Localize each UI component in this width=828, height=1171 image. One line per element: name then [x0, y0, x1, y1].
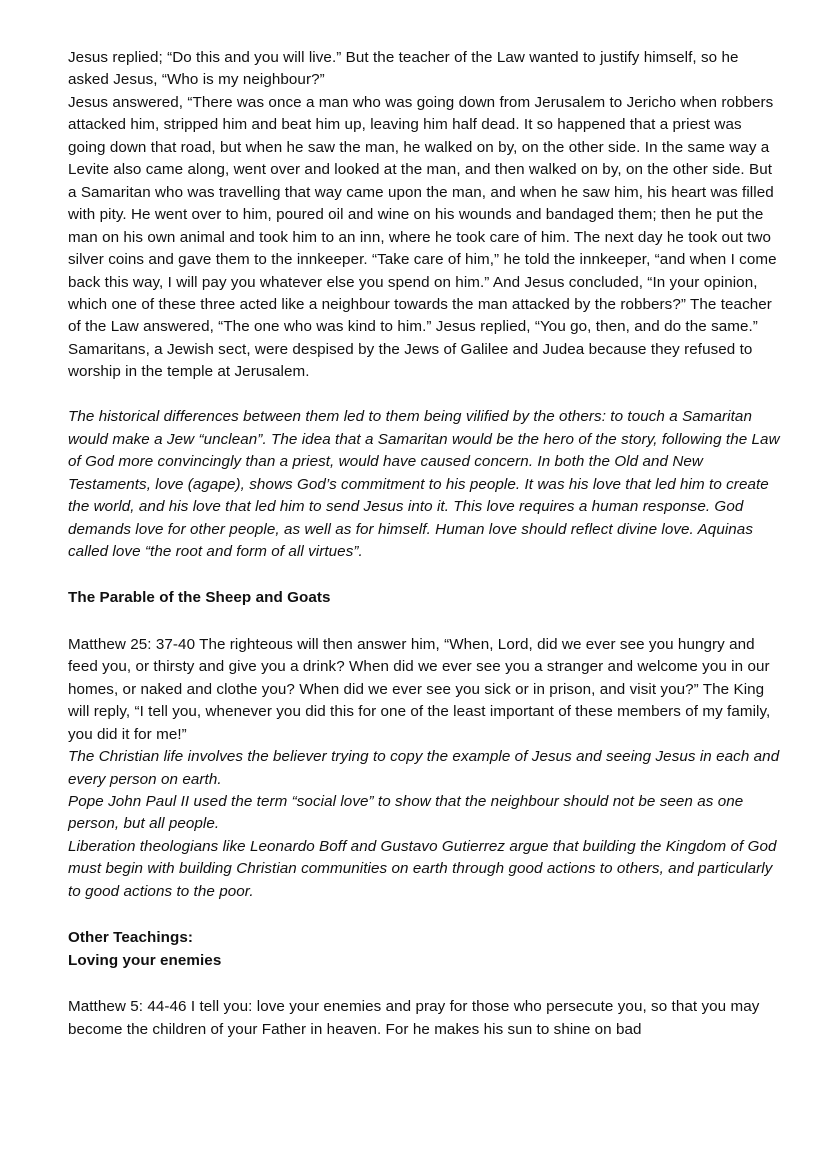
- paragraph-historical-commentary: The historical differences between them led to them being vilified by the others: to touch a Samaritan would make a Jew “unclean”. The idea that a Samaritan would be the hero of the story, following the Law of God more convincingly than a priest, would have caused concern. In both the Old and New Testaments, love (agape), shows God’s commitment to his people. It was his love that led him to create the world, and his love that led him to send Jesus into it. This love requires a human response. God demands love for other people, as well as for himself. Human love should reflect divine love. Aquinas called love “the root and form of all virtues”.: [68, 408, 780, 560]
- paragraph-liberation-theologians: Liberation theologians like Leonardo Boff and Gustavo Gutierrez argue that building the Kingdom of God must begin with building Christian communities on earth through good actions to others, and particularly to good actions to the poor.: [68, 837, 777, 900]
- heading-other-teachings: Other Teachings:: [68, 929, 193, 947]
- paragraph-jesus-replied: Jesus replied; “Do this and you will live.” But the teacher of the Law wanted to justify himself, so he asked Jesus, “Who is my neighbour?”: [68, 49, 739, 89]
- spacer-after-sheep-goats-heading: [68, 610, 780, 634]
- spacer-before-other-teachings-heading: [68, 903, 780, 927]
- document-text-body: [68, 47, 780, 1041]
- spacer-before-sheep-goats-heading: [68, 563, 780, 587]
- paragraph-samaritans-note: Samaritans, a Jewish sect, were despised by the Jews of Galilee and Judea because they refused to worship in the temple at Jerusalem.: [68, 340, 753, 381]
- paragraph-matthew-5: Matthew 5: 44-46 I tell you: love your enemies and pray for those who persecute you, so that you may become the children of your Father in heaven. For he makes his sun to shine on bad: [68, 998, 760, 1038]
- paragraph-good-samaritan: Jesus answered, “There was once a man who was going down from Jerusalem to Jericho when robbers attacked him, stripped him and beat him up, leaving him half dead. It so happened that a priest was going down that road, but when he saw the man, he walked on by, on the other side. In the same way a Levite also came along, went over and looked at the man, and then walked on by, on the other side. But a Samaritan who was travelling that way came upon the man, and when he saw him, his heart was filled with pity. He went over to him, poured oil and wine on his wounds and bandaged them; then he put the man on his own animal and took him to an inn, where he took care of him. The next day he took out two silver coins and gave them to the innkeeper. “Take care of him,” he told the innkeeper, “and when I come back this way, I will pay you whatever else you spend on him.” And Jesus concluded, “In your opinion, which one of these three acted like a neighbour towards the man attacked by the robbers?” The teacher of the Law answered, “The one who was kind to him.” Jesus replied, “You go, then, and do the same.”: [68, 93, 777, 336]
- heading-loving-your-enemies: Loving your enemies: [68, 951, 222, 969]
- paragraph-pope-john-paul-ii: Pope John Paul II used the term “social love” to show that the neighbour should not be seen as one person, but all people.: [68, 793, 744, 833]
- spacer-after-loving-your-enemies-heading: [68, 972, 780, 996]
- paragraph-christian-life: The Christian life involves the believer trying to copy the example of Jesus and seeing Jesus in each and every person on earth.: [68, 748, 780, 788]
- paragraph-matthew-25: Matthew 25: 37-40 The righteous will then answer him, “When, Lord, did we ever see you hungry and feed you, or thirsty and give you a drink? When did we ever see you a stranger and welcome you in our homes, or naked and clothe you? When did we ever see you sick or in prison, and visit you?” The King will reply, “I tell you, whenever you did this for one of the least important of these members of my family, you did it for me!”: [68, 635, 771, 743]
- heading-parable-sheep-and-goats: The Parable of the Sheep and Goats: [68, 589, 331, 607]
- spacer-before-commentary: [68, 384, 780, 406]
